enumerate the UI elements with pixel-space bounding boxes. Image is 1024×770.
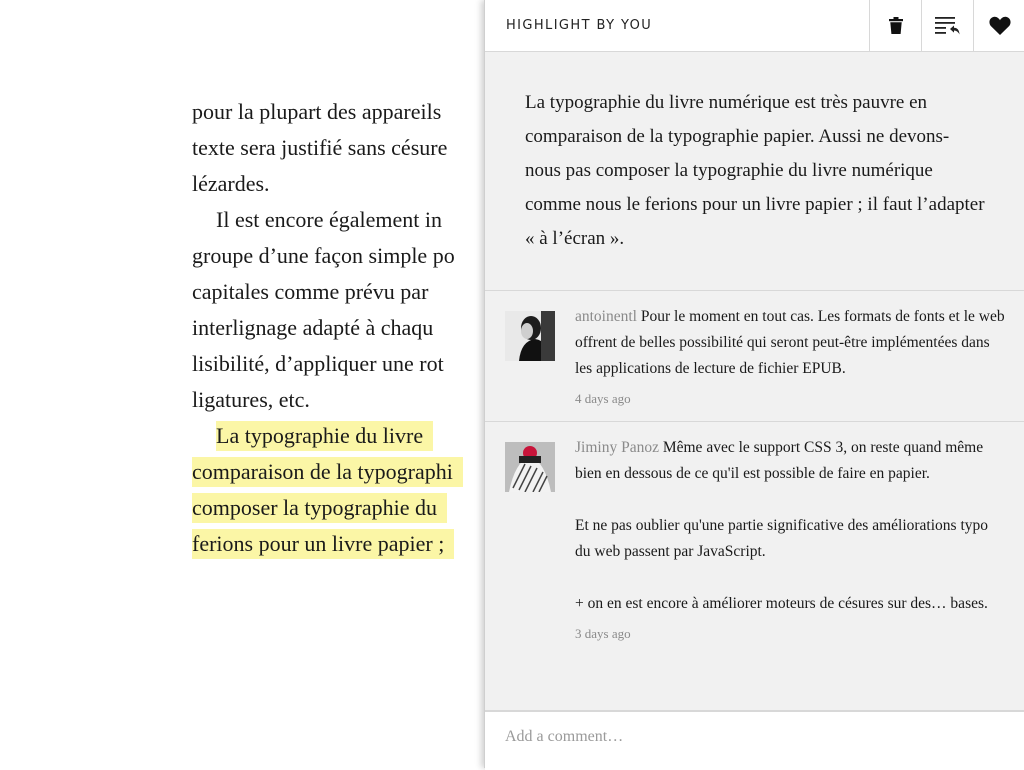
panel-title: HIGHLIGHT BY YOU (506, 18, 653, 33)
reply-button[interactable] (921, 0, 974, 51)
book-line: lisibilité, d’appliquer une rot (192, 351, 444, 376)
book-line: ligatures, etc. (192, 387, 310, 412)
comment-author[interactable]: Jiminy Panoz (575, 439, 659, 456)
like-button[interactable] (973, 0, 1024, 51)
trash-icon (889, 17, 903, 34)
add-comment-input[interactable] (503, 724, 1007, 750)
divider (485, 290, 1024, 291)
highlighted-line[interactable]: composer la typographie du (192, 490, 652, 526)
delete-highlight-button[interactable] (869, 0, 922, 51)
comment-text: Et ne pas oublier qu'une partie significative des améliorations typo du web passent par JavaScript. (575, 517, 988, 560)
book-line: Il est encore également in (216, 207, 443, 232)
comment-time: 3 days ago (575, 626, 631, 641)
book-line: capitales comme prévu par (192, 279, 429, 304)
reply-list-icon (935, 16, 961, 36)
book-line: texte sera justifié sans césure (192, 135, 448, 160)
book-line: pour la plupart des appareils (192, 99, 442, 124)
book-line: lézardes. (192, 171, 270, 196)
comment-author[interactable]: antoinentl (575, 308, 637, 325)
divider (485, 421, 1024, 422)
panel-header (485, 0, 1024, 52)
add-comment-bar (485, 710, 1024, 770)
book-line: groupe d’une façon simple po (192, 243, 455, 268)
comment-text: Même avec le support CSS 3, on reste quand même bien en dessous de ce qu'il est possible de faire en papier. (575, 439, 984, 482)
highlighted-line[interactable]: La typographie du livre (192, 418, 652, 454)
avatar[interactable] (505, 311, 555, 361)
highlight-quote: La typographie du livre numérique est très pauvre en comparaison de la typographie papier. Aussi ne devons-nous pas composer la typographie du livre numérique comme nous le ferions pour un livre papier ; il faut l’adapter « à l’écran ». (525, 92, 985, 249)
comment-body (575, 304, 1007, 412)
comment-time: 4 days ago (575, 391, 631, 406)
avatar[interactable] (505, 442, 555, 492)
highlight-panel (484, 0, 1024, 768)
comment-text: Pour le moment en tout cas. Les formats de fonts et le web offrent de belles possibilité qui seront peut-être implémentées dans les applications de lecture de fichier EPUB. (575, 308, 1005, 377)
comment-text: + on en est encore à améliorer moteurs de césures sur des… bases. (575, 595, 988, 612)
comment-body (575, 435, 1007, 647)
highlighted-line[interactable]: comparaison de la typographi (192, 454, 652, 490)
book-line: interlignage adapté à chaqu (192, 315, 434, 340)
highlighted-line[interactable]: ferions pour un livre papier ; (192, 526, 652, 562)
heart-icon (989, 16, 1011, 36)
